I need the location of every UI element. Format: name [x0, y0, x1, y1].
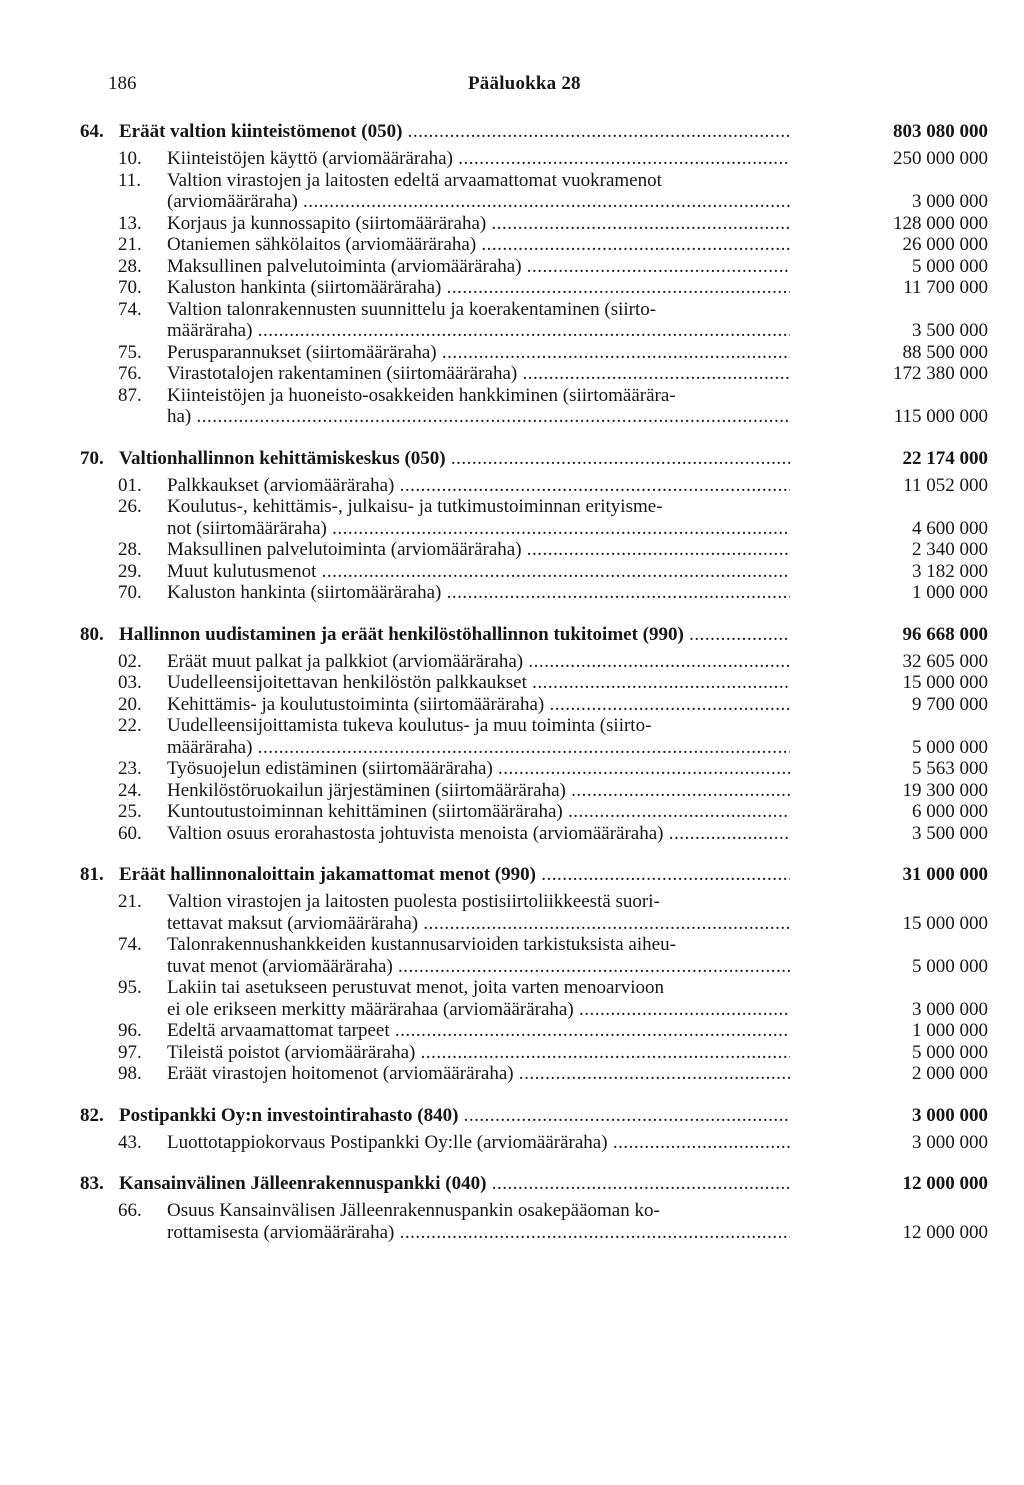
section-title-cell: [119, 120, 790, 143]
item-number: 87.: [118, 384, 142, 406]
item-row: [0, 913, 1024, 935]
item-amount: 1 000 000: [912, 1020, 988, 1041]
item-text-cell: [167, 406, 790, 428]
item-text-cell: [167, 913, 790, 935]
item-row: [0, 977, 1024, 999]
section-number: 80.: [80, 623, 104, 645]
item-row: [0, 385, 1024, 407]
item-text-cell: [167, 582, 790, 604]
section-number: 82.: [80, 1104, 104, 1126]
item-text-cell: [167, 758, 790, 780]
item-amount: 2 340 000: [912, 539, 988, 560]
item-amount: 3 000 000: [912, 191, 988, 212]
item-text: Valtion virastojen ja laitosten puolesta postisiirtoliikkeestä suori-: [167, 891, 660, 912]
item-amount: 2 000 000: [912, 1063, 988, 1084]
item-text: Muut kulutusmenot .....: [167, 561, 790, 582]
item-text: määräraha) .....: [167, 320, 790, 341]
item-row: [0, 342, 1024, 364]
item-text-cell: [167, 651, 790, 673]
section-number: 81.: [80, 864, 104, 885]
item-number: 21.: [118, 234, 142, 255]
section-heading: [0, 447, 1024, 470]
section-heading: [0, 1104, 1024, 1127]
item-number: 74.: [118, 934, 142, 955]
section-heading: [0, 863, 1024, 886]
item-row: [0, 1042, 1024, 1064]
item-text-cell: [167, 320, 790, 342]
item-amount: 3 000 000: [912, 998, 988, 1020]
item-amount: 9 700 000: [912, 693, 988, 715]
item-row: [0, 299, 1024, 321]
item-text-cell: [167, 234, 790, 256]
item-row: [0, 475, 1024, 497]
item-row: [0, 934, 1024, 956]
section-title: Kansainvälinen Jälleenrakennuspankki (040) .....: [119, 1173, 790, 1194]
item-amount: 19 300 000: [902, 779, 988, 801]
item-row: [0, 170, 1024, 192]
item-text-cell: [167, 694, 790, 716]
item-number: 01.: [118, 474, 142, 496]
item-text: Luottotappiokorvaus Postipankki Oy:lle (arviomääräraha) .....: [167, 1132, 790, 1153]
item-number: 22.: [118, 715, 142, 736]
item-amount: 172 380 000: [893, 363, 988, 384]
item-text: Otaniemen sähkölaitos (arviomääräraha) .....: [167, 234, 790, 255]
section-title-cell: [119, 1104, 790, 1127]
item-amount: 3 182 000: [912, 560, 988, 582]
item-amount: 5 000 000: [912, 955, 988, 977]
item-text-cell: [167, 1020, 790, 1042]
item-text-cell: [167, 999, 790, 1021]
section-amount: 31 000 000: [902, 864, 988, 885]
item-row: [0, 715, 1024, 737]
item-row: [0, 148, 1024, 170]
page-title: Pääluokka 28: [468, 73, 581, 94]
item-text-cell: [167, 342, 790, 364]
item-amount: 4 600 000: [912, 517, 988, 539]
item-text: Eräät virastojen hoitomenot (arviomääräraha) .....: [167, 1063, 790, 1084]
item-text: Maksullinen palvelutoiminta (arviomääräraha) .....: [167, 256, 790, 277]
item-text: Lakiin tai asetukseen perustuvat menot, joita varten menoarvioon: [167, 977, 665, 998]
item-row: [0, 737, 1024, 759]
item-text-cell: [167, 518, 790, 540]
item-row: [0, 363, 1024, 385]
section-title-cell: [119, 863, 790, 886]
item-text: Koulutus-, kehittämis-, julkaisu- ja tutkimustoiminnan erityisme-: [167, 496, 663, 517]
item-number: 29.: [118, 560, 142, 582]
item-amount: 128 000 000: [893, 212, 988, 234]
section-amount: 22 174 000: [902, 447, 988, 469]
item-amount: 5 000 000: [912, 255, 988, 277]
item-number: 28.: [118, 539, 142, 560]
item-number: 74.: [118, 298, 142, 320]
item-row: [0, 1222, 1024, 1244]
item-amount: 11 052 000: [903, 474, 988, 496]
item-number: 02.: [118, 650, 142, 672]
item-text-cell: [167, 934, 790, 956]
item-amount: 5 563 000: [912, 758, 988, 779]
item-text: Uudelleensijoitettavan henkilöstön palkkaukset .....: [167, 672, 790, 693]
item-text-cell: [167, 496, 790, 518]
item-row: [0, 651, 1024, 673]
item-amount: 15 000 000: [902, 672, 988, 693]
item-text-cell: [167, 977, 790, 999]
item-text: Kaluston hankinta (siirtomääräraha) .....: [167, 277, 790, 298]
item-text: Palkkaukset (arviomääräraha) .....: [167, 475, 790, 496]
item-text-cell: [167, 1042, 790, 1064]
budget-section: [0, 623, 1024, 845]
item-row: [0, 234, 1024, 256]
item-amount: 5 000 000: [912, 736, 988, 758]
item-row: [0, 758, 1024, 780]
item-text: tuvat menot (arviomääräraha) .....: [167, 956, 790, 977]
item-row: [0, 694, 1024, 716]
item-text: tettavat maksut (arviomääräraha) .....: [167, 913, 790, 934]
item-amount: 11 700 000: [903, 277, 988, 298]
item-number: 76.: [118, 363, 142, 384]
item-row: [0, 518, 1024, 540]
item-text: ha) .....: [167, 406, 790, 427]
item-text: Virastotalojen rakentaminen (siirtomääräraha) .....: [167, 363, 790, 384]
item-text: Edeltä arvaamattomat tarpeet .....: [167, 1020, 790, 1041]
budget-section: [0, 120, 1024, 428]
item-row: [0, 891, 1024, 913]
item-number: 20.: [118, 693, 142, 715]
item-number: 43.: [118, 1131, 142, 1153]
item-row: [0, 1063, 1024, 1085]
item-row: [0, 1200, 1024, 1222]
item-row: [0, 256, 1024, 278]
item-text-cell: [167, 1200, 790, 1222]
section-title: Postipankki Oy:n investointirahasto (840) .....: [119, 1105, 790, 1126]
item-text-cell: [167, 737, 790, 759]
item-row: [0, 999, 1024, 1021]
item-row: [0, 582, 1024, 604]
item-amount: 3 500 000: [912, 822, 988, 844]
item-number: 66.: [118, 1200, 142, 1221]
item-row: [0, 496, 1024, 518]
item-text-cell: [167, 475, 790, 497]
item-amount: 3 500 000: [912, 320, 988, 341]
section-number: 83.: [80, 1173, 104, 1194]
item-amount: 115 000 000: [893, 406, 988, 427]
item-text: Työsuojelun edistäminen (siirtomääräraha) .....: [167, 758, 790, 779]
section-heading: [0, 120, 1024, 143]
item-text-cell: [167, 715, 790, 737]
section-title: Hallinnon uudistaminen ja eräät henkilöstöhallinnon tukitoimet (990) .....: [119, 624, 790, 645]
item-number: 26.: [118, 496, 142, 517]
item-amount: 250 000 000: [893, 148, 988, 169]
item-text: not (siirtomääräraha) .....: [167, 518, 790, 539]
item-text-cell: [167, 299, 790, 321]
item-text-cell: [167, 561, 790, 583]
item-row: [0, 213, 1024, 235]
item-text: rottamisesta (arviomääräraha) .....: [167, 1222, 790, 1243]
item-text-cell: [167, 956, 790, 978]
item-row: [0, 406, 1024, 428]
item-number: 60.: [118, 822, 142, 844]
section-amount: 803 080 000: [893, 121, 988, 142]
item-row: [0, 277, 1024, 299]
item-text-cell: [167, 891, 790, 913]
item-number: 96.: [118, 1020, 142, 1041]
item-text-cell: [167, 277, 790, 299]
item-text-cell: [167, 213, 790, 235]
item-number: 95.: [118, 977, 142, 998]
item-text-cell: [167, 1063, 790, 1085]
item-text-cell: [167, 191, 790, 213]
item-text-cell: [167, 672, 790, 694]
item-row: [0, 956, 1024, 978]
item-number: 13.: [118, 212, 142, 234]
item-amount: 15 000 000: [902, 912, 988, 934]
item-number: 11.: [118, 169, 142, 191]
item-row: [0, 539, 1024, 561]
item-text: Eräät muut palkat ja palkkiot (arviomääräraha) .....: [167, 651, 790, 672]
item-text-cell: [167, 170, 790, 192]
item-row: [0, 823, 1024, 845]
item-text: Kiinteistöjen ja huoneisto-osakkeiden hankkiminen (siirtomäärära-: [167, 384, 676, 406]
section-number: 70.: [80, 447, 104, 469]
item-text-cell: [167, 780, 790, 802]
item-number: 23.: [118, 758, 142, 779]
section-heading: [0, 623, 1024, 646]
item-amount: 88 500 000: [902, 341, 988, 363]
item-amount: 12 000 000: [902, 1221, 988, 1243]
item-text: Kiinteistöjen käyttö (arviomääräraha) .....: [167, 148, 790, 169]
item-number: 24.: [118, 779, 142, 801]
section-amount: 12 000 000: [902, 1173, 988, 1194]
item-amount: 32 605 000: [902, 650, 988, 672]
item-text-cell: [167, 148, 790, 170]
section-amount: 96 668 000: [902, 623, 988, 645]
item-amount: 5 000 000: [912, 1041, 988, 1063]
item-row: [0, 672, 1024, 694]
section-title: Valtionhallinnon kehittämiskeskus (050) .....: [119, 448, 790, 469]
item-row: [0, 801, 1024, 823]
item-text: (arviomääräraha) .....: [167, 191, 790, 212]
item-number: 70.: [118, 582, 142, 603]
section-amount: 3 000 000: [912, 1104, 988, 1126]
item-number: 21.: [118, 891, 142, 912]
item-text: Kehittämis- ja koulutustoiminta (siirtomääräraha) .....: [167, 694, 790, 715]
item-text: Maksullinen palvelutoiminta (arviomääräraha) .....: [167, 539, 790, 560]
item-text-cell: [167, 363, 790, 385]
item-amount: 1 000 000: [912, 582, 988, 603]
item-row: [0, 191, 1024, 213]
item-amount: 6 000 000: [912, 801, 988, 822]
item-text: Valtion virastojen ja laitosten edeltä arvaamattomat vuokramenot: [167, 169, 662, 191]
item-number: 25.: [118, 801, 142, 822]
item-text: Kuntoutustoiminnan kehittäminen (siirtomääräraha) .....: [167, 801, 790, 822]
item-text: Talonrakennushankkeiden kustannusarvioiden tarkistuksista aiheu-: [167, 934, 676, 955]
section-title-cell: [119, 1172, 790, 1195]
item-number: 70.: [118, 277, 142, 298]
budget-section-list: [0, 120, 1024, 1262]
item-text: Uudelleensijoittamista tukeva koulutus- ja muu toiminta (siirto-: [167, 715, 652, 736]
item-amount: 3 000 000: [912, 1131, 988, 1153]
item-number: 97.: [118, 1041, 142, 1063]
item-row: [0, 561, 1024, 583]
section-heading: [0, 1172, 1024, 1195]
budget-section: [0, 1104, 1024, 1154]
item-row: [0, 1020, 1024, 1042]
item-number: 03.: [118, 672, 142, 693]
item-number: 98.: [118, 1063, 142, 1084]
item-text: Valtion talonrakennusten suunnittelu ja koerakentaminen (siirto-: [167, 298, 657, 320]
budget-section: [0, 1172, 1024, 1243]
item-text: ei ole erikseen merkitty määrärahaa (arviomääräraha) .....: [167, 999, 790, 1020]
item-text: Tileistä poistot (arviomääräraha) .....: [167, 1042, 790, 1063]
item-number: 75.: [118, 341, 142, 363]
section-title: Eräät hallinnonaloittain jakamattomat menot (990) .....: [119, 864, 790, 885]
item-number: 28.: [118, 255, 142, 277]
item-text-cell: [167, 801, 790, 823]
section-title: Eräät valtion kiinteistömenot (050) .....: [119, 121, 790, 142]
item-row: [0, 780, 1024, 802]
item-text-cell: [167, 823, 790, 845]
item-text-cell: [167, 385, 790, 407]
item-text: Valtion osuus erorahastosta johtuvista menoista (arviomääräraha) .....: [167, 823, 790, 844]
item-text: Perusparannukset (siirtomääräraha) .....: [167, 342, 790, 363]
budget-section: [0, 447, 1024, 604]
page-number: 186: [108, 73, 137, 94]
section-number: 64.: [80, 121, 104, 142]
item-text: Henkilöstöruokailun järjestäminen (siirtomääräraha) .....: [167, 780, 790, 801]
item-text-cell: [167, 256, 790, 278]
item-text-cell: [167, 1132, 790, 1154]
item-text: Kaluston hankinta (siirtomääräraha) .....: [167, 582, 790, 603]
item-row: [0, 1132, 1024, 1154]
section-title-cell: [119, 447, 790, 470]
page-header: [108, 73, 988, 99]
item-text: Korjaus ja kunnossapito (siirtomääräraha) .....: [167, 213, 790, 234]
item-text: määräraha) .....: [167, 737, 790, 758]
item-number: 10.: [118, 148, 142, 169]
section-title-cell: [119, 623, 790, 646]
item-row: [0, 320, 1024, 342]
item-text-cell: [167, 539, 790, 561]
item-amount: 26 000 000: [902, 234, 988, 255]
budget-section: [0, 863, 1024, 1085]
item-text: Osuus Kansainvälisen Jälleenrakennuspankin osakepääoman ko-: [167, 1200, 660, 1221]
item-text-cell: [167, 1222, 790, 1244]
